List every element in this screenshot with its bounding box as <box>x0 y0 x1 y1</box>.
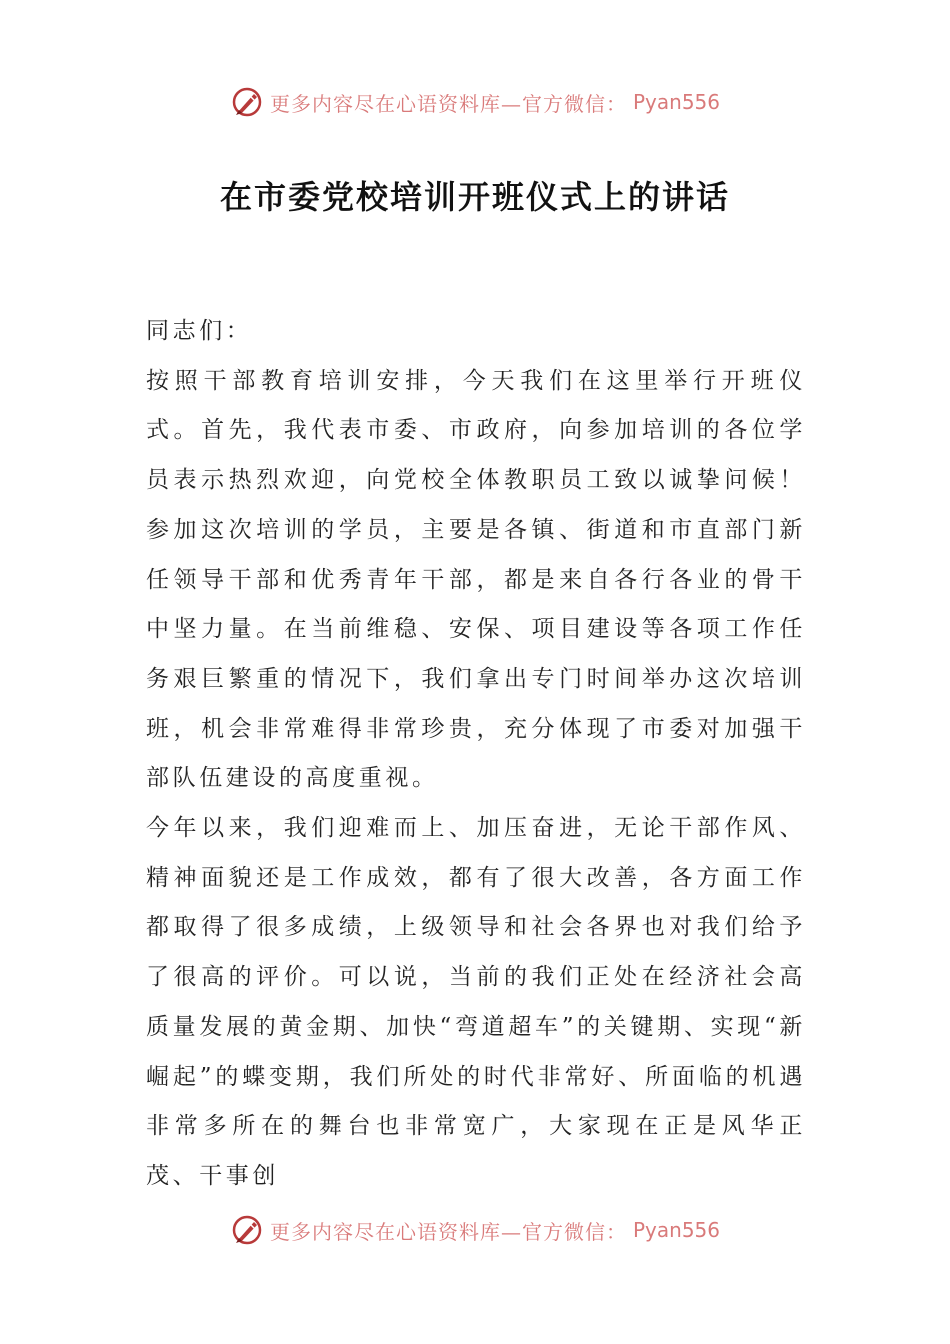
salutation: 同志们： <box>146 318 253 344</box>
header-watermark <box>0 82 950 122</box>
paragraph-2: 今年以来，我们迎难而上、加压奋进，无论干部作风、精神面貌还是工作成效，都有了很大改善，各方面工作都取得了很多成绩，上级领导和社会各界也对我们给予了很高的评价。可以说，当前的我们正处在经济社会高质量发展的黄金期、加快“弯道超车”的关键期、实现“新崛起”的蝶变期，我们所处的时代非常好、所面临的机遇非常多所在的舞台也非常宽广，大家现在正是风华正茂、干事创 <box>146 815 806 1189</box>
watermark-wechat-id: Pyan556 <box>632 90 720 114</box>
paragraph-1: 按照干部教育培训安排，今天我们在这里举行开班仪式。首先，我代表市委、市政府，向参加培训的各位学员表示热烈欢迎，向党校全体教职员工致以诚挚问候！参加这次培训的学员，主要是各镇、街道和市直部门新任领导干部和优秀青年干部，都是来自各行各业的骨干中坚力量。在当前维稳、安保、项目建设等各项工作任务艰巨繁重的情况下，我们拿出专门时间举办这次培训班，机会非常难得非常珍贵，充分体现了市委对加强干部队伍建设的高度重视。 <box>146 367 806 792</box>
document-body <box>146 307 806 1202</box>
watermark-wechat-id: Pyan556 <box>632 1218 720 1242</box>
watermark-text: 更多内容尽在心语资料库—官方微信： <box>269 91 627 116</box>
watermark-text: 更多内容尽在心语资料库—官方微信： <box>269 1219 627 1244</box>
pen-logo-icon <box>230 85 264 119</box>
pen-logo-icon <box>230 1213 264 1247</box>
page-title: 在市委党校培训开班仪式上的讲话 <box>219 178 730 216</box>
footer-watermark <box>0 1210 950 1250</box>
